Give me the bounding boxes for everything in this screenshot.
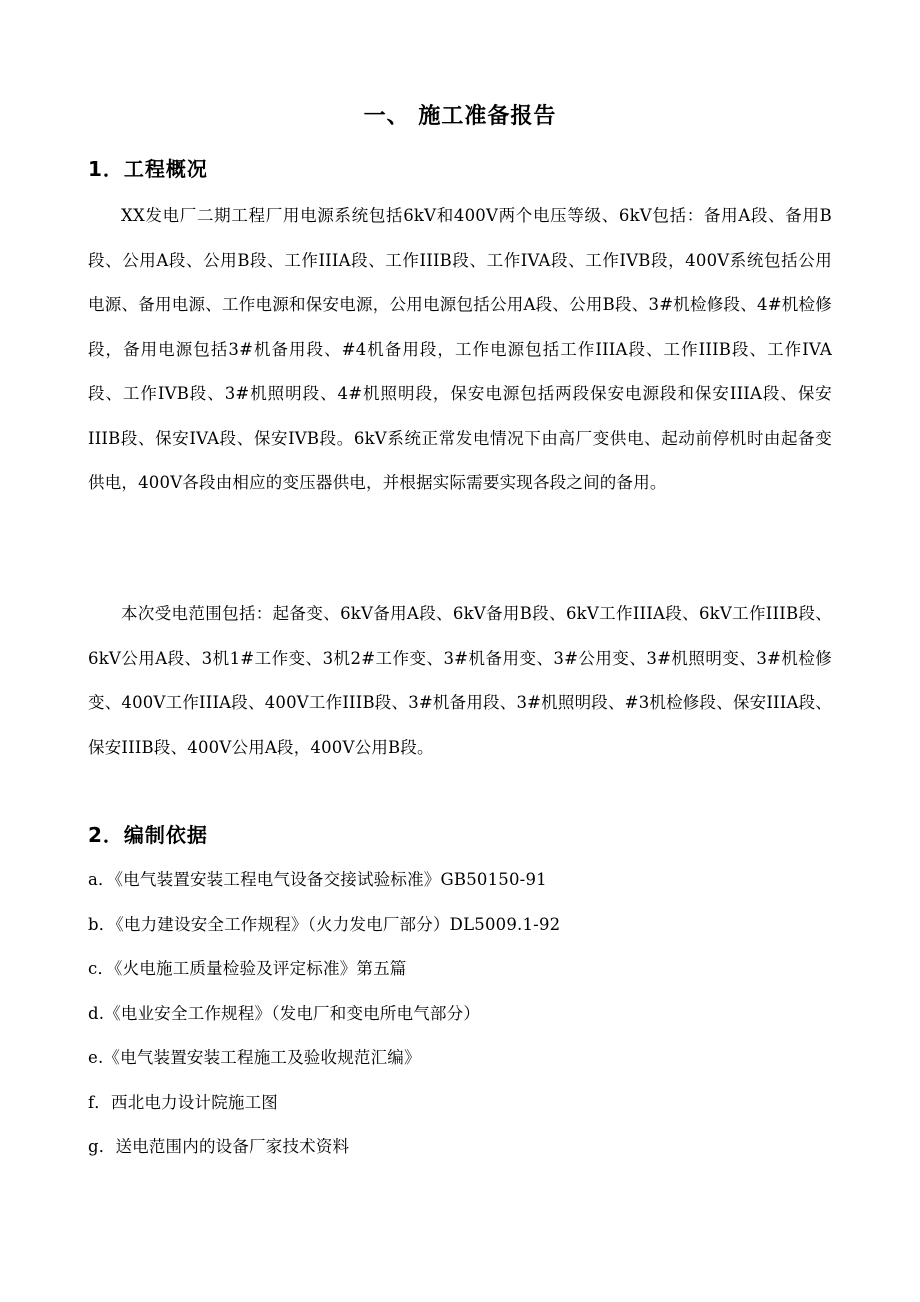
reference-item-b: b．《电力建设安全工作规程》（火力发电厂部分）DL5009.1-92 xyxy=(88,914,561,934)
reference-item-a: a．《电气装置安装工程电气设备交接试验标准》GB50150-91 xyxy=(88,870,547,889)
reference-list xyxy=(88,858,832,1170)
overview-paragraph-2: 本次受电范围包括：起备变、6kV备用A段、6kV备用B段、6kV工作IIIA段、6kV工作IIIB段、6kV公用A段、3机1#工作变、3机2#工作变、3#机备用变、3#公用变、3#机照明变、3#机检修变、400V工作IIIA段、400V工作IIIB段、3#机备用段、3#机照明段、#3机检修段、保安IIIA段、保安IIIB段、400V公用A段，400V公用B段。 xyxy=(88,604,832,757)
reference-item-d: d.《电业安全工作规程》（发电厂和变电所电气部分） xyxy=(88,1003,481,1023)
section-heading-overview: 1．工程概况 xyxy=(88,157,208,181)
section-heading-basis: 2．编制依据 xyxy=(88,823,208,847)
reference-item-g: g．送电范围内的设备厂家技术资料 xyxy=(88,1137,350,1156)
reference-item-f: f．西北电力设计院施工图 xyxy=(88,1092,279,1112)
reference-item-c: c．《火电施工质量检验及评定标准》第五篇 xyxy=(88,959,407,978)
reference-item-e: e.《电气装置安装工程施工及验收规范汇编》 xyxy=(88,1048,421,1067)
overview-paragraph-1: XX发电厂二期工程厂用电源系统包括6kV和400V两个电压等级、6kV包括：备用A段、备用B段、公用A段、公用B段、工作IIIA段、工作IIIB段、工作IVA段、工作IVB段，400V系统包括公用电源、备用电源、工作电源和保安电源，公用电源包括公用A段、公用B段、3#机检修段、4#机检修段，备用电源包括3#机备用段、#4机备用段，工作电源包括工作IIIA段、工作IIIB段、工作IVA段、工作IVB段、3#机照明段、4#机照明段，保安电源包括两段保安电源段和保安IIIA段、保安IIIB段、保安IVA段、保安IVB段。6kV系统正常发电情况下由高厂变供电、起动前停机时由起备变供电，400V各段由相应的变压器供电，并根据实际需要实现各段之间的备用。 xyxy=(88,206,832,492)
document-title: 一、 施工准备报告 xyxy=(363,104,557,129)
